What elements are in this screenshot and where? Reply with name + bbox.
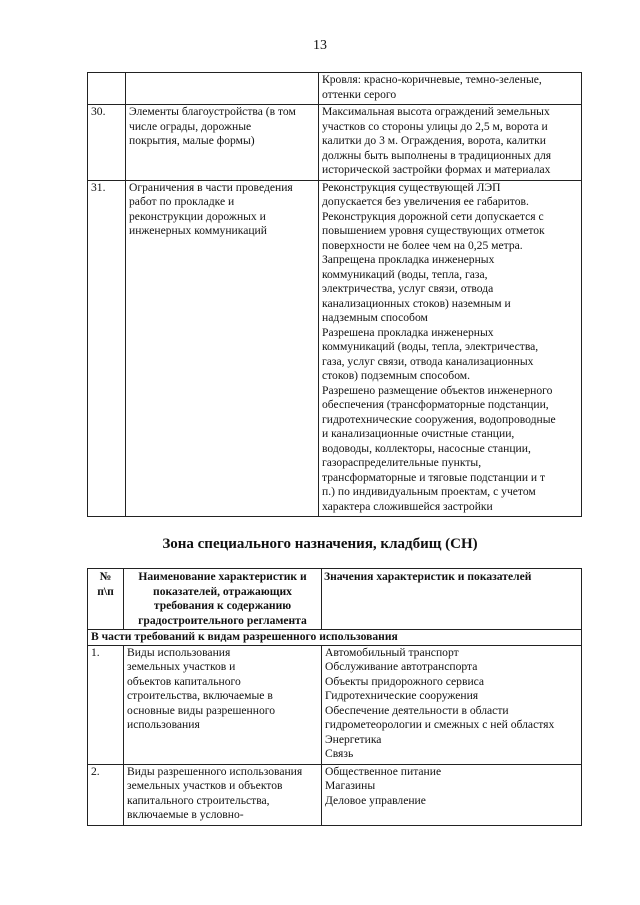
text-line: водоводы, коллекторы, насосные станции, bbox=[322, 441, 531, 455]
text-line: земельных участков и объектов bbox=[127, 779, 283, 792]
header-name: Наименование характеристик и показателей, отражающих требования к содержанию градостроительного регламента bbox=[124, 569, 322, 630]
text-line: поверхности не более чем на 0,25 метра. bbox=[322, 238, 523, 252]
text-line: Виды использования bbox=[127, 645, 231, 659]
text-line: Обеспечение деятельности в области bbox=[325, 703, 509, 717]
text-line: характера сложившейся застройки bbox=[322, 499, 493, 513]
text-line: Кровля: красно-коричневые, темно-зеленые, bbox=[322, 73, 542, 86]
header-num: № п\п bbox=[88, 569, 124, 630]
text-line: должны быть выполнены в традиционных для bbox=[322, 148, 552, 162]
text-line: оттенки серого bbox=[322, 87, 397, 101]
characteristic-value bbox=[319, 180, 582, 517]
text-line: обеспечения (трансформаторные подстанции, bbox=[322, 398, 549, 411]
text-line: Автомобильный транспорт bbox=[325, 645, 459, 659]
text-line: Магазины bbox=[325, 779, 376, 792]
text-line: исторической застройки формах и материалах bbox=[322, 163, 551, 176]
text-line: Реконструкция дорожной сети допускается с bbox=[322, 209, 544, 223]
text-line: включаемые в условно- bbox=[127, 808, 244, 821]
text-line: газа, услуг связи, отвода канализационных bbox=[322, 354, 534, 368]
text-line: Виды разрешенного использования bbox=[127, 764, 303, 778]
text-line: Общественное питание bbox=[325, 764, 442, 778]
characteristic-name bbox=[126, 105, 319, 181]
text-line: трансформаторные и тяговые подстанции и т bbox=[322, 470, 546, 484]
characteristic-value bbox=[322, 645, 582, 764]
text-line: канализационных стоков) наземным и bbox=[322, 296, 511, 310]
text-line: электричества, услуг связи, отвода bbox=[322, 282, 494, 295]
page-number: 13 bbox=[313, 38, 327, 53]
text-line: инженерных коммуникаций bbox=[129, 224, 267, 237]
text-line: строительства, включаемые в bbox=[127, 689, 273, 702]
table-row bbox=[88, 645, 582, 764]
row-number: 30. bbox=[88, 105, 126, 181]
group-title: В части требований к видам разрешенного использования bbox=[88, 630, 582, 646]
row-number: 2. bbox=[88, 764, 124, 825]
characteristic-value bbox=[322, 764, 582, 825]
text-line: покрытия, малые формы) bbox=[129, 134, 255, 147]
text-line: стоков) подземным способом. bbox=[322, 369, 471, 382]
table-row bbox=[88, 764, 582, 825]
text-line: Разрешена прокладка инженерных bbox=[322, 325, 494, 339]
text-line: Энергетика bbox=[325, 732, 382, 746]
text-line: Разрешено размещение объектов инженерного bbox=[322, 383, 553, 397]
characteristic-name bbox=[126, 180, 319, 517]
text-line: коммуникаций (воды, тепла, газа, bbox=[322, 267, 488, 281]
text-line: Реконструкция существующей ЛЭП bbox=[322, 180, 501, 194]
text-line: работ по прокладке и bbox=[129, 195, 235, 208]
text-line: Гидротехнические сооружения bbox=[325, 689, 479, 702]
text-line: надземным способом bbox=[322, 311, 428, 324]
text-line: Максимальная высота ограждений земельных bbox=[322, 105, 550, 118]
text-line: коммуникаций (воды, тепла, электричества, bbox=[322, 340, 539, 353]
text-line: калитки до 3 м. Ограждения, ворота, калитки bbox=[322, 134, 546, 147]
section-title: Зона специального назначения, кладбищ (СН) bbox=[162, 536, 478, 552]
text-line: Элементы благоустройства (в том bbox=[129, 105, 296, 118]
text-line: газораспределительные пункты, bbox=[322, 456, 482, 469]
row-number: 1. bbox=[88, 645, 124, 764]
text-line: земельных участков и bbox=[127, 660, 236, 673]
text-line: Связь bbox=[325, 747, 354, 760]
row-number: 31. bbox=[88, 180, 126, 517]
text-line: числе ограды, дорожные bbox=[129, 119, 252, 133]
characteristic-name bbox=[124, 764, 322, 825]
table-row bbox=[88, 73, 582, 105]
text-line: Ограничения в части проведения bbox=[129, 180, 293, 194]
table-row bbox=[88, 105, 582, 181]
text-line: реконструкции дорожных и bbox=[129, 209, 266, 223]
text-line: участков со стороны улицы до 2,5 м, ворота и bbox=[322, 119, 548, 133]
characteristic-name bbox=[126, 73, 319, 105]
text-line: п.) по индивидуальным проектам, с учетом bbox=[322, 485, 536, 498]
text-line: гидрометеорологии и смежных с ней областях bbox=[325, 718, 555, 731]
header-value: Значения характеристик и показателей bbox=[322, 569, 582, 630]
row-number bbox=[88, 73, 126, 105]
requirements-table-continued bbox=[87, 72, 582, 517]
text-line: основные виды разрешенного bbox=[127, 703, 276, 717]
characteristic-value bbox=[319, 105, 582, 181]
text-line: допускается без увеличения ее габаритов. bbox=[322, 195, 529, 208]
special-zone-table bbox=[87, 568, 582, 826]
text-line: капитального строительства, bbox=[127, 793, 270, 807]
text-line: Деловое управление bbox=[325, 793, 426, 807]
text-line: повышением уровня существующих отметок bbox=[322, 224, 545, 237]
text-line: объектов капитального bbox=[127, 674, 241, 688]
characteristic-name bbox=[124, 645, 322, 764]
text-line: Обслуживание автотранспорта bbox=[325, 660, 478, 673]
text-line: Объекты придорожного сервиса bbox=[325, 674, 485, 688]
header-row bbox=[88, 569, 582, 630]
text-line: и канализационные очистные станции, bbox=[322, 427, 515, 440]
text-line: Запрещена прокладка инженерных bbox=[322, 253, 495, 266]
table-row bbox=[88, 180, 582, 517]
text-line: гидротехнические сооружения, водопроводные bbox=[322, 412, 556, 426]
characteristic-value bbox=[319, 73, 582, 105]
text-line: использования bbox=[127, 718, 200, 731]
group-row bbox=[88, 630, 582, 646]
